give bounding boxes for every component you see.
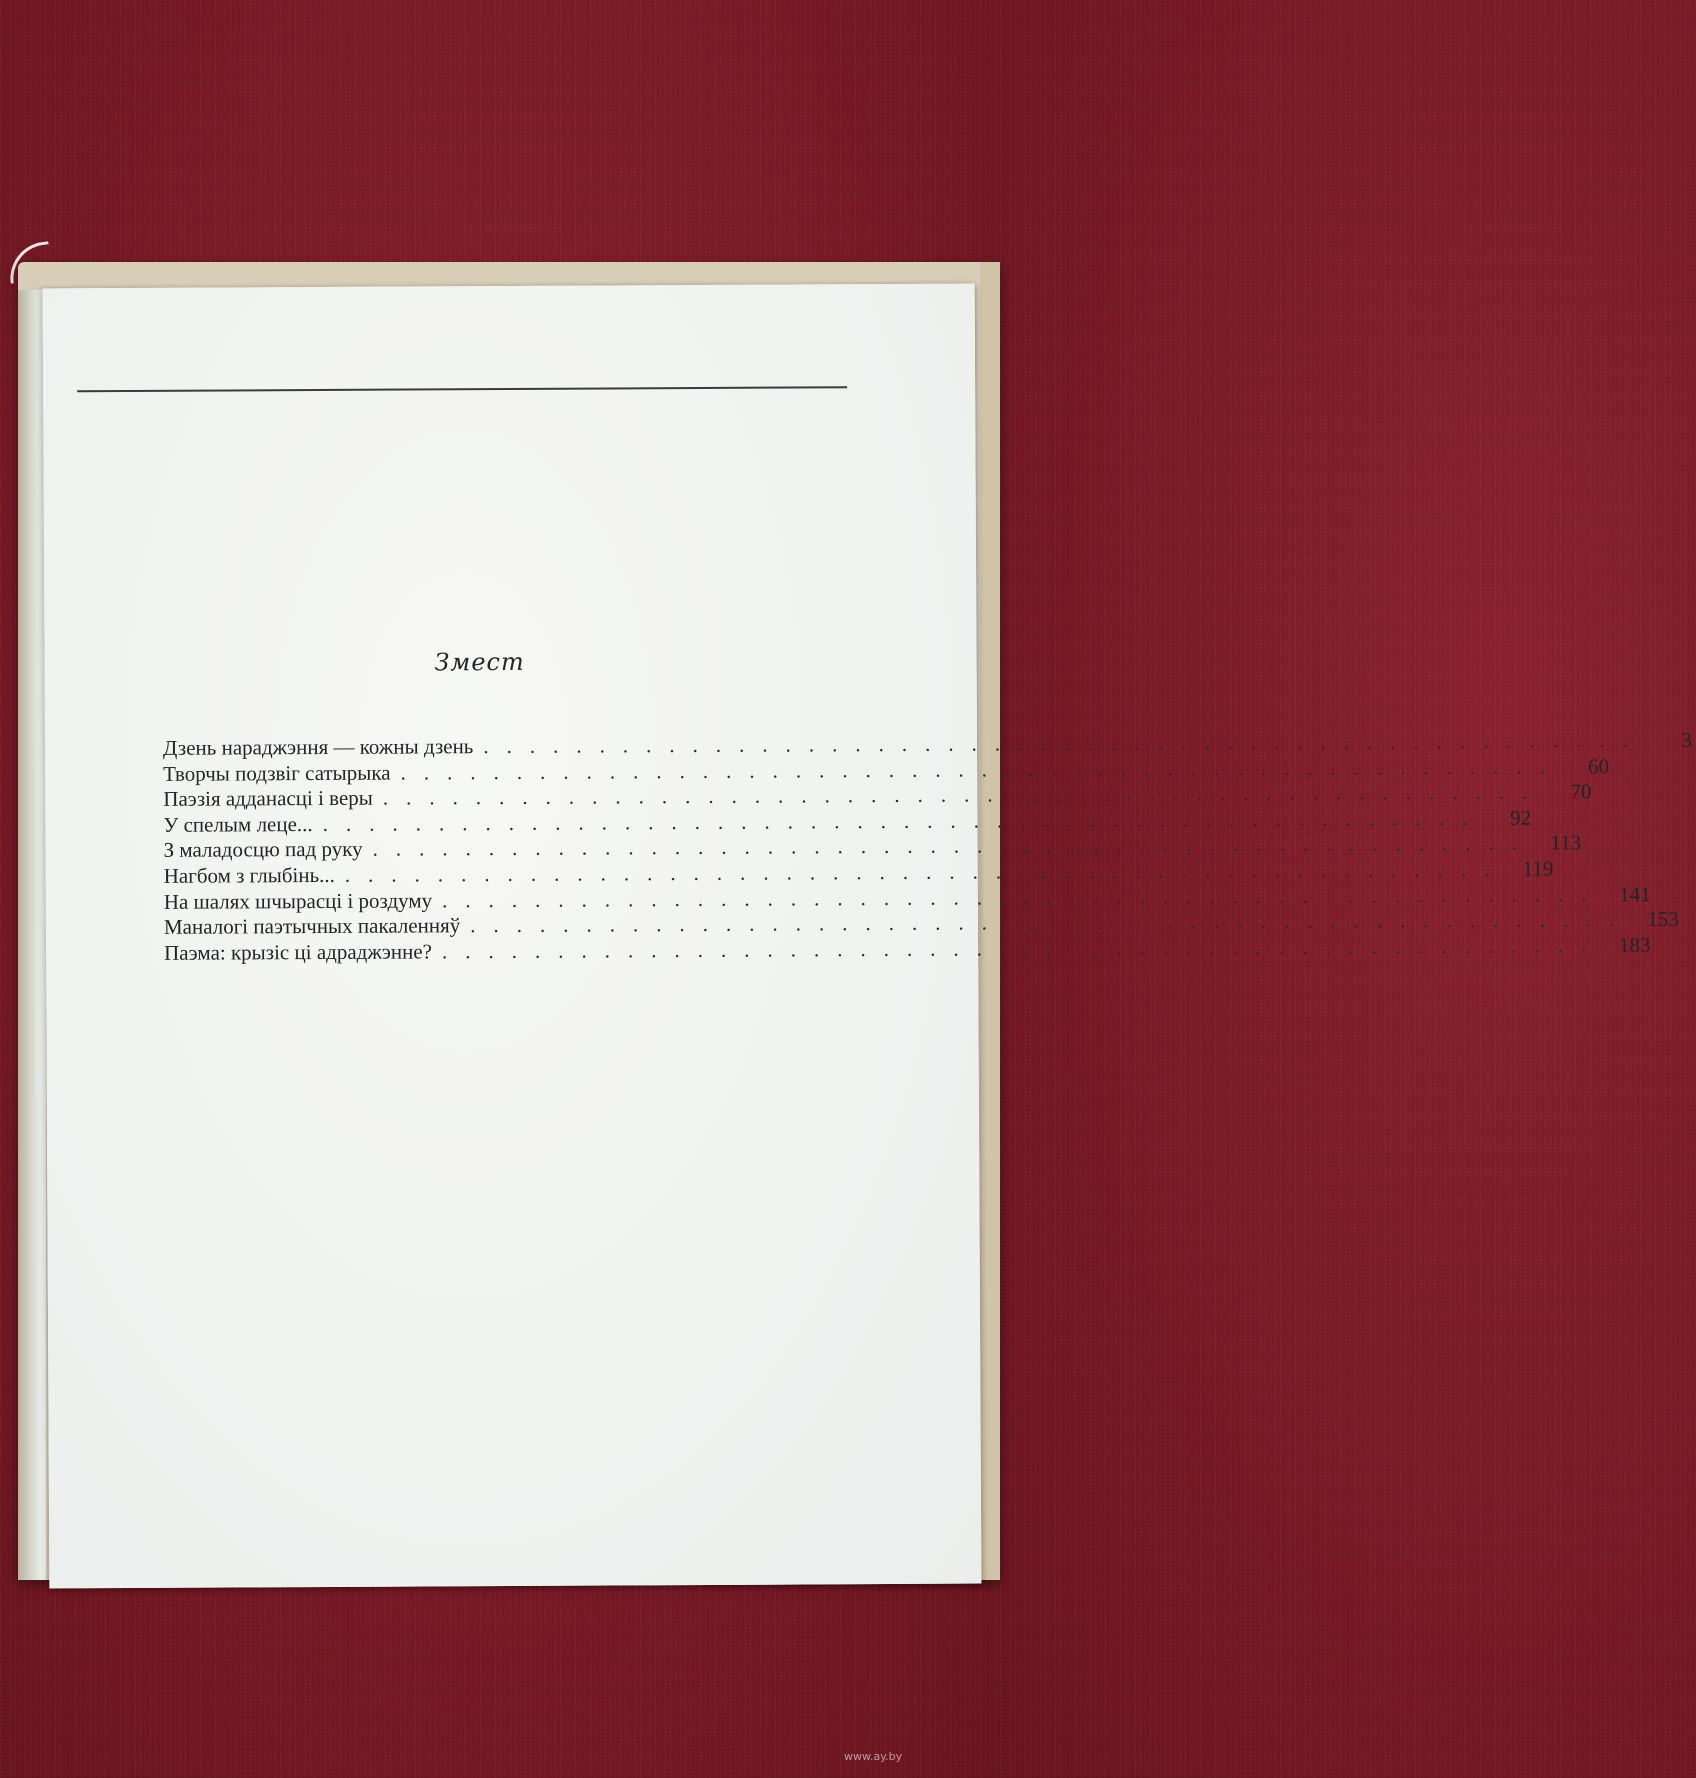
toc-entry	[163, 753, 1610, 787]
toc-dot-leader: ..................................................	[400, 754, 1564, 785]
toc-entry	[163, 907, 1679, 941]
toc-entry	[162, 727, 1692, 762]
toc-entry-page: 183	[1618, 932, 1651, 957]
toc-entry-title: Нагбом з глыбінь...	[163, 862, 335, 888]
toc-entry	[164, 932, 1651, 966]
toc-entry-page: 92	[1510, 805, 1532, 830]
table-of-contents	[162, 727, 1692, 967]
toc-entry	[163, 881, 1651, 915]
contents-heading: Змест	[434, 647, 525, 677]
toc-entry-title: У спелым лецe...	[163, 811, 313, 837]
toc-entry-title: Паэзія адданасці і веры	[163, 785, 373, 812]
toc-entry-title: Дзень нараджэння — кожны дзень	[162, 734, 474, 760]
toc-entry-title: Паэма: крызіс ці адраджэнне?	[164, 939, 433, 965]
toc-dot-leader: ..................................................	[442, 881, 1605, 912]
toc-entry-title: З маладосцю пад руку	[163, 837, 363, 863]
toc-entry	[163, 856, 1554, 889]
toc-entry-page: 153	[1647, 907, 1679, 932]
toc-dot-leader: ..................................................	[470, 907, 1633, 938]
site-watermark: www.ay.by	[844, 1750, 903, 1763]
toc-dot-leader: ..................................................	[344, 856, 1508, 887]
toc-entry-page: 3	[1681, 727, 1692, 752]
header-rule	[77, 386, 847, 392]
toc-entry-title: Маналогі паэтычных пакаленняў	[163, 913, 461, 939]
book-spine	[18, 290, 46, 1580]
toc-dot-leader: ..................................................	[372, 831, 1536, 862]
toc-entry-page: 119	[1522, 856, 1554, 881]
toc-entry-title: На шалях шчырасці і роздуму	[163, 887, 433, 914]
toc-entry-page: 70	[1570, 779, 1592, 804]
toc-entry-page: 113	[1550, 830, 1582, 855]
toc-entry	[163, 805, 1532, 838]
toc-entry-page: 60	[1587, 753, 1610, 778]
toc-entry-page: 141	[1619, 881, 1651, 906]
toc-dot-leader: ..................................................	[483, 728, 1646, 759]
toc-entry	[163, 830, 1582, 864]
toc-entry	[163, 779, 1592, 813]
toc-entry-title: Творчы подзвіг сатырыка	[163, 760, 391, 786]
toc-dot-leader: ..................................................	[382, 779, 1546, 810]
toc-dot-leader: ..................................................	[322, 805, 1486, 836]
toc-dot-leader: ..................................................	[441, 933, 1605, 964]
book-page	[43, 284, 1692, 1589]
